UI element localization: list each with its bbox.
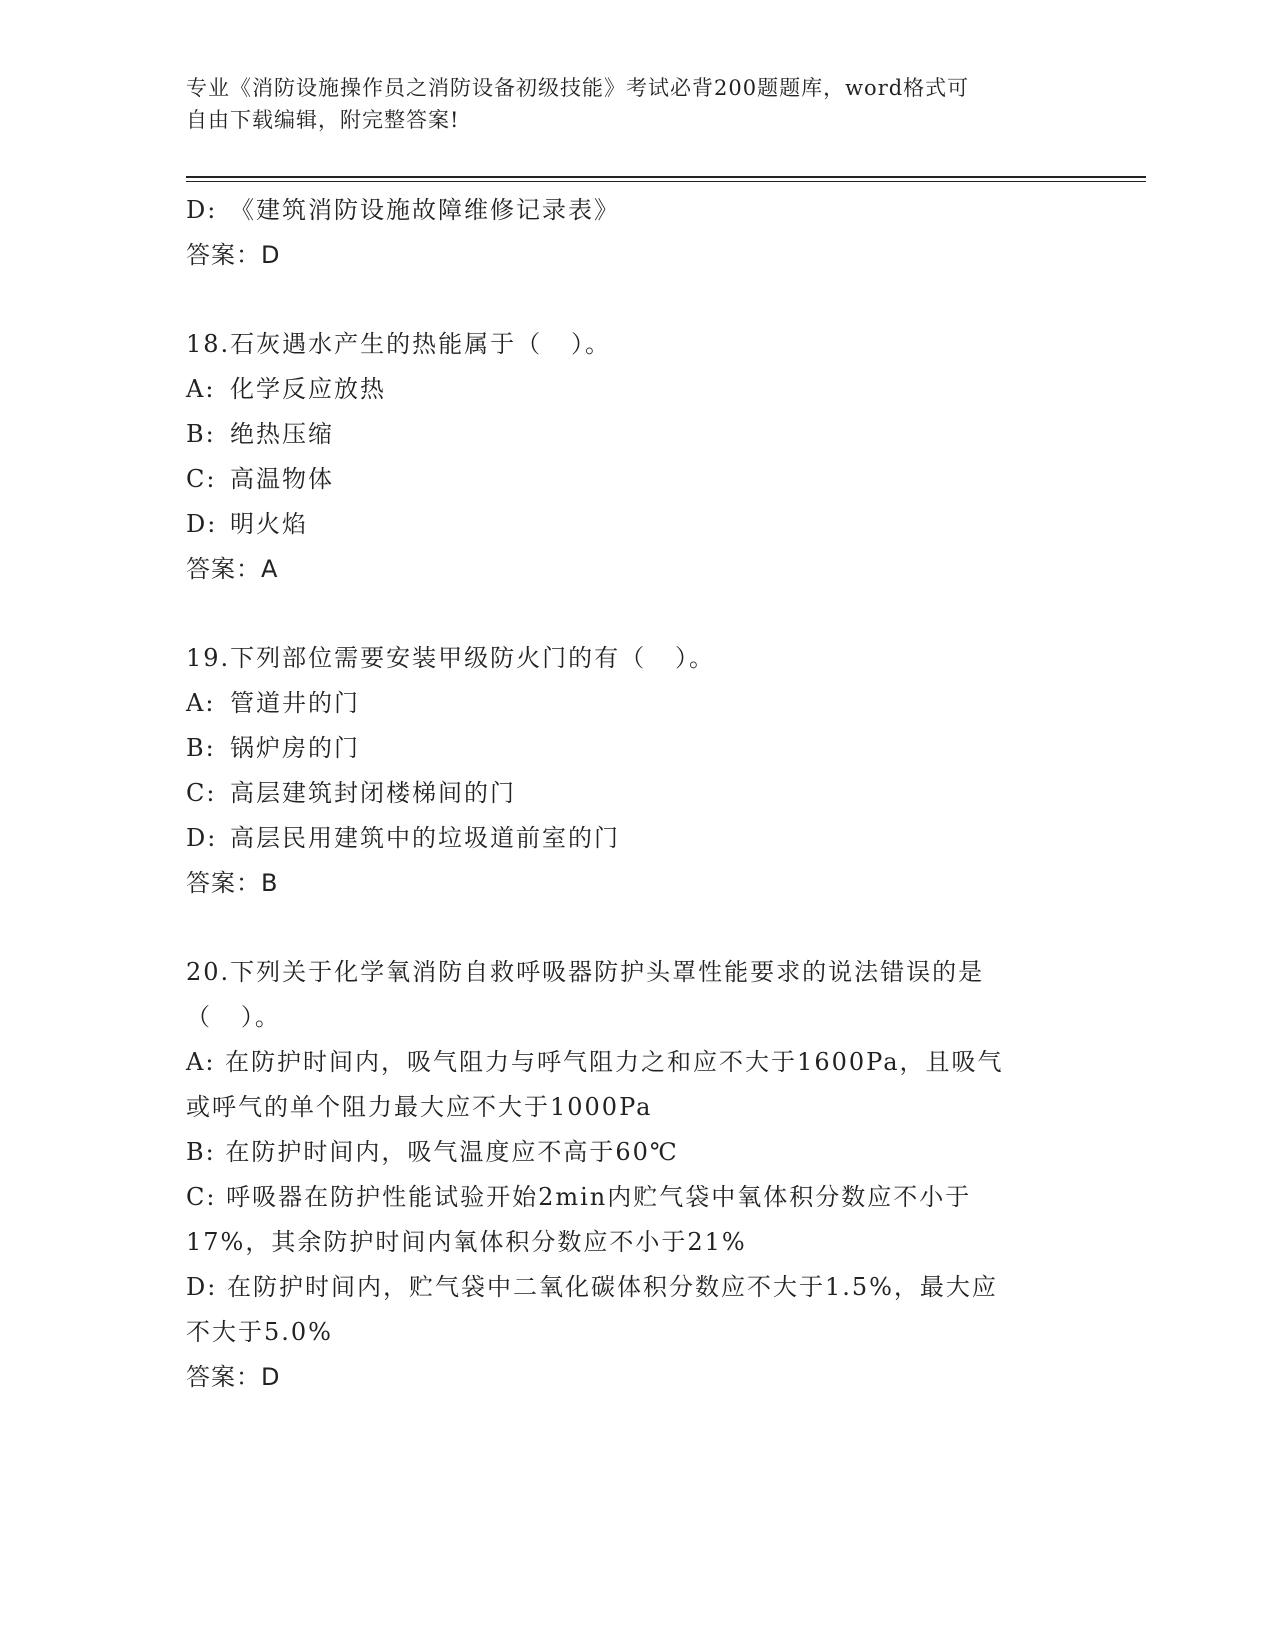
option-text: 明火焰 [230, 510, 308, 538]
header-divider-thick [186, 176, 1146, 178]
option-text: 锅炉房的门 [230, 734, 360, 762]
q20-option-b-line-1: B: 在防护时间内，吸气温度应不高于60℃ [186, 1138, 679, 1166]
header-line-1: 专业《消防设施操作员之消防设备初级技能》考试必背200题题库，word格式可 [186, 76, 970, 100]
q18-option-d [186, 502, 1086, 547]
option-label: A: [186, 375, 216, 403]
q20-answer: 答案：D [186, 1363, 281, 1391]
option-label: B: [186, 420, 216, 448]
option-label: C: [186, 779, 217, 807]
option-text: 化学反应放热 [230, 375, 386, 403]
option-label: C: [186, 465, 217, 493]
q19-option-c [186, 771, 1086, 816]
prev-option-d [186, 188, 1086, 233]
q18-stem: 18.石灰遇水产生的热能属于（ ）。 [186, 330, 612, 358]
option-text: 《建筑消防设施故障维修记录表》 [230, 196, 620, 224]
q20-option-a-line-2: 或呼气的单个阻力最大应不大于1000Pa [186, 1093, 653, 1121]
q19-option-b [186, 726, 1086, 771]
header-divider-thin [186, 181, 1146, 182]
option-text: 高层建筑封闭楼梯间的门 [230, 779, 516, 807]
q18-answer: 答案：A [186, 555, 279, 583]
header-line-2: 自由下载编辑，附完整答案! [186, 108, 460, 132]
option-text: 高温物体 [230, 465, 334, 493]
option-label: D: [186, 824, 218, 852]
question-list [186, 188, 1086, 1400]
option-label: A: [186, 689, 216, 717]
q18-option-b [186, 412, 1086, 457]
option-label: B: [186, 734, 216, 762]
q20-option-c-line-1: C: 呼吸器在防护性能试验开始2min内贮气袋中氧体积分数应不小于 [186, 1183, 972, 1211]
option-text: 高层民用建筑中的垃圾道前室的门 [230, 824, 620, 852]
q19-option-a [186, 681, 1086, 726]
q20-option-c-line-2: 17%，其余防护时间内氧体积分数应不小于21% [186, 1228, 747, 1256]
option-label: D: [186, 510, 218, 538]
q20-option-d-line-2: 不大于5.0% [186, 1318, 333, 1346]
option-label: D: [186, 196, 218, 224]
q20-option-d-line-1: D: 在防护时间内，贮气袋中二氧化碳体积分数应不大于1.5%，最大应 [186, 1273, 998, 1301]
document-header [186, 72, 1086, 136]
q20-stem-line-1: 20.下列关于化学氧消防自救呼吸器防护头罩性能要求的说法错误的是 [186, 958, 985, 986]
q19-stem: 19.下列部位需要安装甲级防火门的有（ ）。 [186, 644, 716, 672]
q19-option-d [186, 816, 1086, 861]
q19-answer: 答案：B [186, 869, 279, 897]
q20-stem-line-2: （ ）。 [186, 1003, 281, 1031]
q18-option-c [186, 457, 1086, 502]
option-text: 绝热压缩 [230, 420, 334, 448]
prev-answer: 答案：D [186, 241, 281, 269]
q18-option-a [186, 367, 1086, 412]
q20-option-a-line-1: A: 在防护时间内，吸气阻力与呼气阻力之和应不大于1600Pa，且吸气 [186, 1048, 1004, 1076]
option-text: 管道井的门 [230, 689, 360, 717]
